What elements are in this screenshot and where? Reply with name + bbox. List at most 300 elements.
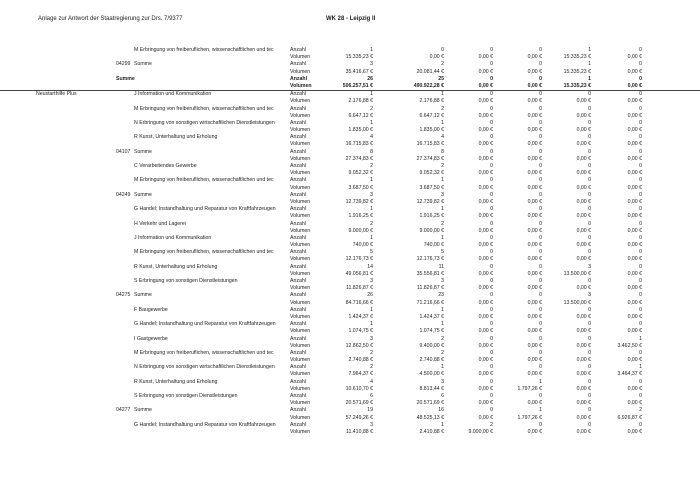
value-cell: 0,00 € [627, 256, 642, 263]
measure-cell: Anzahl [290, 61, 306, 68]
table-row [0, 213, 700, 220]
value-cell: 0,00 € [627, 328, 642, 335]
value-cell: 1 [639, 364, 642, 371]
value-cell: 0,00 € [478, 285, 493, 292]
measure-cell: Volumen [290, 227, 311, 234]
value-cell: 2 [370, 163, 373, 169]
value-cell: 0 [639, 134, 642, 141]
value-cell: 2 [370, 364, 373, 371]
measure-cell: Volumen [290, 242, 311, 249]
value-cell: 0 [639, 191, 642, 198]
table-row [0, 199, 700, 206]
value-cell: 0 [490, 61, 493, 68]
value-cell: 19 [367, 407, 373, 414]
value-cell: 0 [539, 349, 542, 356]
value-cell: 0 [588, 220, 591, 227]
value-cell: 0 [490, 335, 493, 342]
value-cell: 1 [588, 75, 591, 82]
value-cell: 0 [490, 105, 493, 112]
value-cell: 0,00 € [627, 112, 642, 119]
value-cell: 0,00 € [576, 357, 591, 364]
value-cell: 3.687,50 € [419, 184, 444, 191]
value-cell: 0 [490, 163, 493, 169]
value-cell: 0,00 € [527, 242, 542, 249]
value-cell: 0,00 € [576, 227, 591, 234]
value-cell: 0,00 € [478, 385, 493, 392]
measure-cell: Anzahl [290, 177, 306, 184]
value-cell: 0 [490, 278, 493, 284]
value-cell: 3 [588, 263, 591, 270]
measure-cell: Anzahl [290, 378, 306, 385]
value-cell: 2 [370, 105, 373, 112]
value-cell: 0,00 € [478, 213, 493, 220]
value-cell: 0,00 € [576, 127, 591, 134]
measure-cell: Volumen [290, 170, 311, 177]
measure-cell: Anzahl [290, 134, 306, 141]
table-row [0, 422, 700, 429]
measure-cell: Anzahl [290, 407, 306, 414]
value-cell: 1 [370, 177, 373, 184]
value-cell: 0,00 € [527, 270, 542, 277]
value-cell: 8.813,44 € [419, 385, 444, 392]
value-cell: 1 [370, 321, 373, 328]
value-cell: 0,00 € [576, 313, 591, 320]
value-cell: 0 [639, 393, 642, 399]
value-cell: 1 [441, 421, 444, 428]
value-cell: 3 [370, 191, 373, 198]
branch-cell: Summe [134, 292, 152, 299]
value-cell: 0,00 € [478, 270, 493, 277]
value-cell: 14 [367, 263, 373, 270]
value-cell: 26 [367, 292, 373, 299]
table-row [0, 350, 700, 357]
measure-cell: Anzahl [290, 306, 306, 313]
value-cell: 0 [490, 349, 493, 356]
postcode-cell: 04299 [116, 61, 131, 68]
value-cell: 0 [639, 263, 642, 270]
table-row [0, 336, 700, 343]
value-cell: 15.335,23 € [563, 68, 591, 75]
postcode-cell: 04249 [116, 191, 131, 198]
value-cell: 11.410,88 € [345, 428, 373, 435]
measure-cell: Anzahl [290, 47, 306, 53]
value-cell: 1.797,26 € [517, 385, 542, 392]
branch-cell: S Erbringung von sonstigen Dienstleistungen [134, 278, 238, 284]
value-cell: 0 [490, 306, 493, 313]
value-cell: 0 [588, 177, 591, 184]
value-cell: 0,00 € [627, 54, 642, 61]
value-cell: 1 [370, 47, 373, 53]
value-cell: 2 [441, 163, 444, 169]
value-cell: 0 [490, 134, 493, 141]
value-cell: 0 [539, 148, 542, 155]
value-cell: 11 [438, 263, 444, 270]
value-cell: 20.081,44 € [416, 68, 444, 75]
table-row [0, 364, 700, 371]
value-cell: 11.826,87 € [416, 285, 444, 292]
value-cell: 0,00 € [627, 357, 642, 364]
table-row [0, 149, 700, 156]
value-cell: 0,00 € [527, 328, 542, 335]
value-cell: 2 [441, 220, 444, 227]
measure-cell: Anzahl [290, 393, 306, 399]
branch-cell: M Erbringung von freiberuflichen, wissenschaftlichen und tec [134, 47, 274, 53]
measure-cell: Volumen [290, 256, 311, 263]
value-cell: 3.687,50 € [348, 184, 373, 191]
value-cell: 0 [588, 91, 591, 98]
table-row [0, 83, 700, 91]
table-row [0, 106, 700, 113]
value-cell: 0 [639, 105, 642, 112]
value-cell: 0 [539, 191, 542, 198]
branch-cell: Summe [134, 61, 152, 68]
value-cell: 0 [539, 421, 542, 428]
value-cell: 0 [490, 321, 493, 328]
value-cell: 0,00 € [576, 371, 591, 378]
branch-cell: N Erbringung von sonstigen wirtschaftlichen Dienstleistungen [134, 119, 275, 126]
measure-cell: Volumen [290, 112, 311, 119]
value-cell: 20.571,69 € [416, 400, 444, 407]
value-cell: 0,00 € [576, 170, 591, 177]
value-cell: 0 [588, 148, 591, 155]
value-cell: 0,00 € [627, 227, 642, 234]
measure-cell: Anzahl [290, 105, 306, 112]
value-cell: 0,00 € [478, 256, 493, 263]
value-cell: 0 [588, 163, 591, 169]
value-cell: 1 [441, 206, 444, 213]
value-cell: 1 [441, 119, 444, 126]
document-header-left: Anlage zur Antwort der Staatregierung zur Drs. 7/9377 [38, 16, 183, 22]
measure-cell: Anzahl [290, 220, 306, 227]
table-row [0, 371, 700, 378]
value-cell: 49.056,81 € [345, 270, 373, 277]
value-cell: 0 [490, 206, 493, 213]
branch-cell: R Kunst, Unterhaltung und Erholung [134, 134, 218, 141]
value-cell: 1.074,75 € [348, 328, 373, 335]
value-cell: 0,00 € [576, 98, 591, 105]
table-row [0, 292, 700, 299]
value-cell: 1 [370, 119, 373, 126]
value-cell: 3 [370, 61, 373, 68]
value-cell: 0 [539, 364, 542, 371]
measure-cell: Anzahl [290, 364, 306, 371]
value-cell: 0 [490, 234, 493, 241]
value-cell: 0 [639, 292, 642, 299]
value-cell: 1 [588, 61, 591, 68]
value-cell: 0,00 € [627, 299, 642, 306]
value-cell: 0,00 € [478, 155, 493, 162]
table-row [0, 407, 700, 414]
value-cell: 13.500,00 € [563, 299, 591, 306]
value-cell: 2 [490, 421, 493, 428]
value-cell: 1.797,26 € [517, 414, 542, 421]
value-cell: 1.424,37 € [419, 313, 444, 320]
value-cell: 0,00 € [478, 82, 493, 89]
measure-cell: Volumen [290, 184, 311, 191]
value-cell: 0,00 € [478, 299, 493, 306]
value-cell: 0,00 € [527, 313, 542, 320]
value-cell: 0 [639, 148, 642, 155]
value-cell: 0 [490, 292, 493, 299]
branch-cell: C Verarbeitendes Gewerbe [134, 163, 197, 169]
value-cell: 0 [490, 91, 493, 98]
value-cell: 0 [639, 378, 642, 385]
value-cell: 0,00 € [627, 285, 642, 292]
value-cell: 6 [370, 393, 373, 399]
value-cell: 0,00 € [576, 141, 591, 148]
measure-cell: Anzahl [290, 249, 306, 256]
table-row [0, 300, 700, 307]
value-cell: 4 [370, 134, 373, 141]
value-cell: 0,00 € [478, 342, 493, 349]
value-cell: 6.647,12 € [348, 112, 373, 119]
value-cell: 12.176,73 € [416, 256, 444, 263]
table-row [0, 278, 700, 285]
value-cell: 0,00 € [576, 400, 591, 407]
value-cell: 0,00 € [527, 170, 542, 177]
value-cell: 0,00 € [576, 428, 591, 435]
table-row [0, 314, 700, 321]
value-cell: 1 [441, 177, 444, 184]
measure-cell: Volumen [290, 198, 311, 205]
measure-cell: Volumen [290, 68, 311, 75]
value-cell: 0,00 € [576, 385, 591, 392]
value-cell: 0 [639, 234, 642, 241]
value-cell: 0,00 € [478, 328, 493, 335]
value-cell: 1.074,75 € [419, 328, 444, 335]
value-cell: 0 [639, 421, 642, 428]
measure-cell: Volumen [290, 428, 311, 435]
value-cell: 0,00 € [478, 141, 493, 148]
value-cell: 0,00 € [627, 242, 642, 249]
value-cell: 2 [441, 349, 444, 356]
measure-cell: Anzahl [290, 321, 306, 328]
value-cell: 0,00 € [478, 198, 493, 205]
value-cell: 0 [639, 163, 642, 169]
value-cell: 2.740,88 € [348, 357, 373, 364]
value-cell: 0 [539, 105, 542, 112]
value-cell: 740,00 € [352, 242, 373, 249]
value-cell: 0 [539, 134, 542, 141]
value-cell: 0 [588, 378, 591, 385]
value-cell: 6 [441, 393, 444, 399]
value-cell: 0,00 € [527, 342, 542, 349]
value-cell: 0 [539, 335, 542, 342]
value-cell: 506.257,51 € [342, 82, 373, 89]
value-cell: 26 [367, 75, 373, 82]
measure-cell: Volumen [290, 54, 311, 61]
value-cell: 3 [441, 378, 444, 385]
value-cell: 9.000,00 € [468, 428, 493, 435]
value-cell: 1 [441, 91, 444, 98]
value-cell: 0,00 € [478, 98, 493, 105]
table-row [0, 134, 700, 141]
measure-cell: Anzahl [290, 292, 306, 299]
value-cell: 35.416,67 € [345, 68, 373, 75]
table-row [0, 47, 700, 54]
value-cell: 0 [539, 47, 542, 53]
value-cell: 0 [588, 105, 591, 112]
value-cell: 0 [588, 134, 591, 141]
value-cell: 0,00 € [429, 54, 444, 61]
value-cell: 0,00 € [576, 256, 591, 263]
value-cell: 0 [639, 349, 642, 356]
program-cell: Neustarthilfe Plus [36, 91, 77, 98]
value-cell: 0,00 € [478, 313, 493, 320]
value-cell: 0 [539, 249, 542, 256]
branch-cell: M Erbringung von freiberuflichen, wissenschaftlichen und tec [134, 249, 274, 256]
value-cell: 1 [441, 321, 444, 328]
value-cell: 0 [588, 335, 591, 342]
table-row [0, 429, 700, 436]
value-cell: 0 [490, 364, 493, 371]
value-cell: 1 [370, 306, 373, 313]
value-cell: 9.400,00 € [419, 342, 444, 349]
value-cell: 0,00 € [627, 68, 642, 75]
table-row [0, 415, 700, 422]
value-cell: 0 [539, 61, 542, 68]
value-cell: 11.826,87 € [345, 285, 373, 292]
value-cell: 0,00 € [576, 414, 591, 421]
value-cell: 0 [539, 206, 542, 213]
value-cell: 0,00 € [527, 256, 542, 263]
value-cell: 0 [639, 249, 642, 256]
value-cell: 490.922,28 € [413, 82, 444, 89]
value-cell: 0,00 € [527, 54, 542, 61]
table-row [0, 386, 700, 393]
value-cell: 3 [370, 278, 373, 284]
branch-cell: Summe [134, 148, 152, 155]
value-cell: 0,00 € [627, 98, 642, 105]
value-cell: 0 [539, 119, 542, 126]
measure-cell: Anzahl [290, 191, 306, 198]
value-cell: 0,00 € [478, 112, 493, 119]
value-cell: 0 [588, 306, 591, 313]
value-cell: 2.740,88 € [419, 357, 444, 364]
value-cell: 15.335,23 € [563, 54, 591, 61]
value-cell: 12.176,73 € [345, 256, 373, 263]
table-row [0, 393, 700, 400]
value-cell: 0,00 € [527, 112, 542, 119]
value-cell: 0 [639, 91, 642, 98]
value-cell: 7.964,37 € [348, 371, 373, 378]
value-cell: 0,00 € [627, 313, 642, 320]
value-cell: 0 [588, 206, 591, 213]
measure-cell: Volumen [290, 385, 311, 392]
value-cell: 0,00 € [527, 357, 542, 364]
table-row [0, 185, 700, 192]
value-cell: 0,00 € [478, 357, 493, 364]
value-cell: 0 [490, 148, 493, 155]
value-cell: 2 [441, 61, 444, 68]
table-row [0, 76, 700, 83]
value-cell: 0,00 € [527, 299, 542, 306]
value-cell: 0,00 € [527, 141, 542, 148]
value-cell: 0 [588, 349, 591, 356]
value-cell: 0,00 € [627, 155, 642, 162]
table-row [0, 307, 700, 314]
value-cell: 0,00 € [627, 127, 642, 134]
value-cell: 0 [539, 234, 542, 241]
value-cell: 0,00 € [478, 68, 493, 75]
value-cell: 1 [539, 407, 542, 414]
value-cell: 35.556,81 € [416, 270, 444, 277]
value-cell: 4.500,00 € [419, 371, 444, 378]
value-cell: 0,00 € [627, 198, 642, 205]
measure-cell: Volumen [290, 82, 312, 89]
value-cell: 0 [539, 393, 542, 399]
postcode-cell: 04107 [116, 148, 131, 155]
measure-cell: Anzahl [290, 335, 306, 342]
value-cell: 0 [490, 263, 493, 270]
value-cell: 3.464,37 € [617, 371, 642, 378]
branch-cell: Summe [134, 407, 152, 414]
value-cell: 0,00 € [576, 198, 591, 205]
value-cell: 0 [490, 393, 493, 399]
value-cell: 0,00 € [527, 82, 542, 89]
measure-cell: Anzahl [290, 263, 306, 270]
measure-cell: Volumen [290, 285, 311, 292]
value-cell: 0,00 € [576, 242, 591, 249]
measure-cell: Volumen [290, 371, 311, 378]
value-cell: 0 [588, 234, 591, 241]
value-cell: 0,00 € [527, 127, 542, 134]
value-cell: 0,00 € [527, 155, 542, 162]
table-row [0, 328, 700, 335]
value-cell: 0 [539, 321, 542, 328]
branch-cell: N Erbringung von sonstigen wirtschaftlichen Dienstleistungen [134, 364, 275, 371]
value-cell: 0,00 € [627, 400, 642, 407]
value-cell: 6.926,87 € [617, 414, 642, 421]
value-cell: 23 [438, 292, 444, 299]
value-cell: 15.335,23 € [563, 82, 591, 89]
value-cell: 84.716,66 € [345, 299, 373, 306]
postcode-cell: 04277 [116, 407, 131, 414]
branch-cell: G Handel; Instandhaltung und Reparatur von Kraftfahrzeugen [134, 421, 276, 428]
value-cell: 2 [441, 105, 444, 112]
branch-cell: S Erbringung von sonstigen Dienstleistungen [134, 393, 238, 399]
measure-cell: Anzahl [290, 148, 306, 155]
value-cell: 2 [441, 335, 444, 342]
table-row [0, 264, 700, 271]
measure-cell: Volumen [290, 400, 311, 407]
value-cell: 9.052,32 € [419, 170, 444, 177]
value-cell: 16.715,83 € [416, 141, 444, 148]
table-row [0, 249, 700, 256]
value-cell: 12.862,50 € [345, 342, 373, 349]
value-cell: 0 [639, 177, 642, 184]
table-row [0, 127, 700, 134]
value-cell: 1 [441, 364, 444, 371]
value-cell: 4 [441, 134, 444, 141]
value-cell: 0,00 € [627, 170, 642, 177]
value-cell: 1 [539, 378, 542, 385]
table-row [0, 285, 700, 292]
value-cell: 1.916,25 € [419, 213, 444, 220]
value-cell: 0,00 € [478, 414, 493, 421]
value-cell: 0 [539, 263, 542, 270]
value-cell: 20.571,69 € [345, 400, 373, 407]
value-cell: 8 [441, 148, 444, 155]
table-row [0, 242, 700, 249]
value-cell: 0 [639, 278, 642, 284]
value-cell: 0 [588, 364, 591, 371]
value-cell: 57.249,26 € [345, 414, 373, 421]
value-cell: 0,00 € [627, 141, 642, 148]
branch-cell: G Handel; Instandhaltung und Reparatur von Kraftfahrzeugen [134, 321, 276, 328]
measure-cell: Anzahl [290, 278, 306, 284]
value-cell: 12.739,82 € [345, 198, 373, 205]
